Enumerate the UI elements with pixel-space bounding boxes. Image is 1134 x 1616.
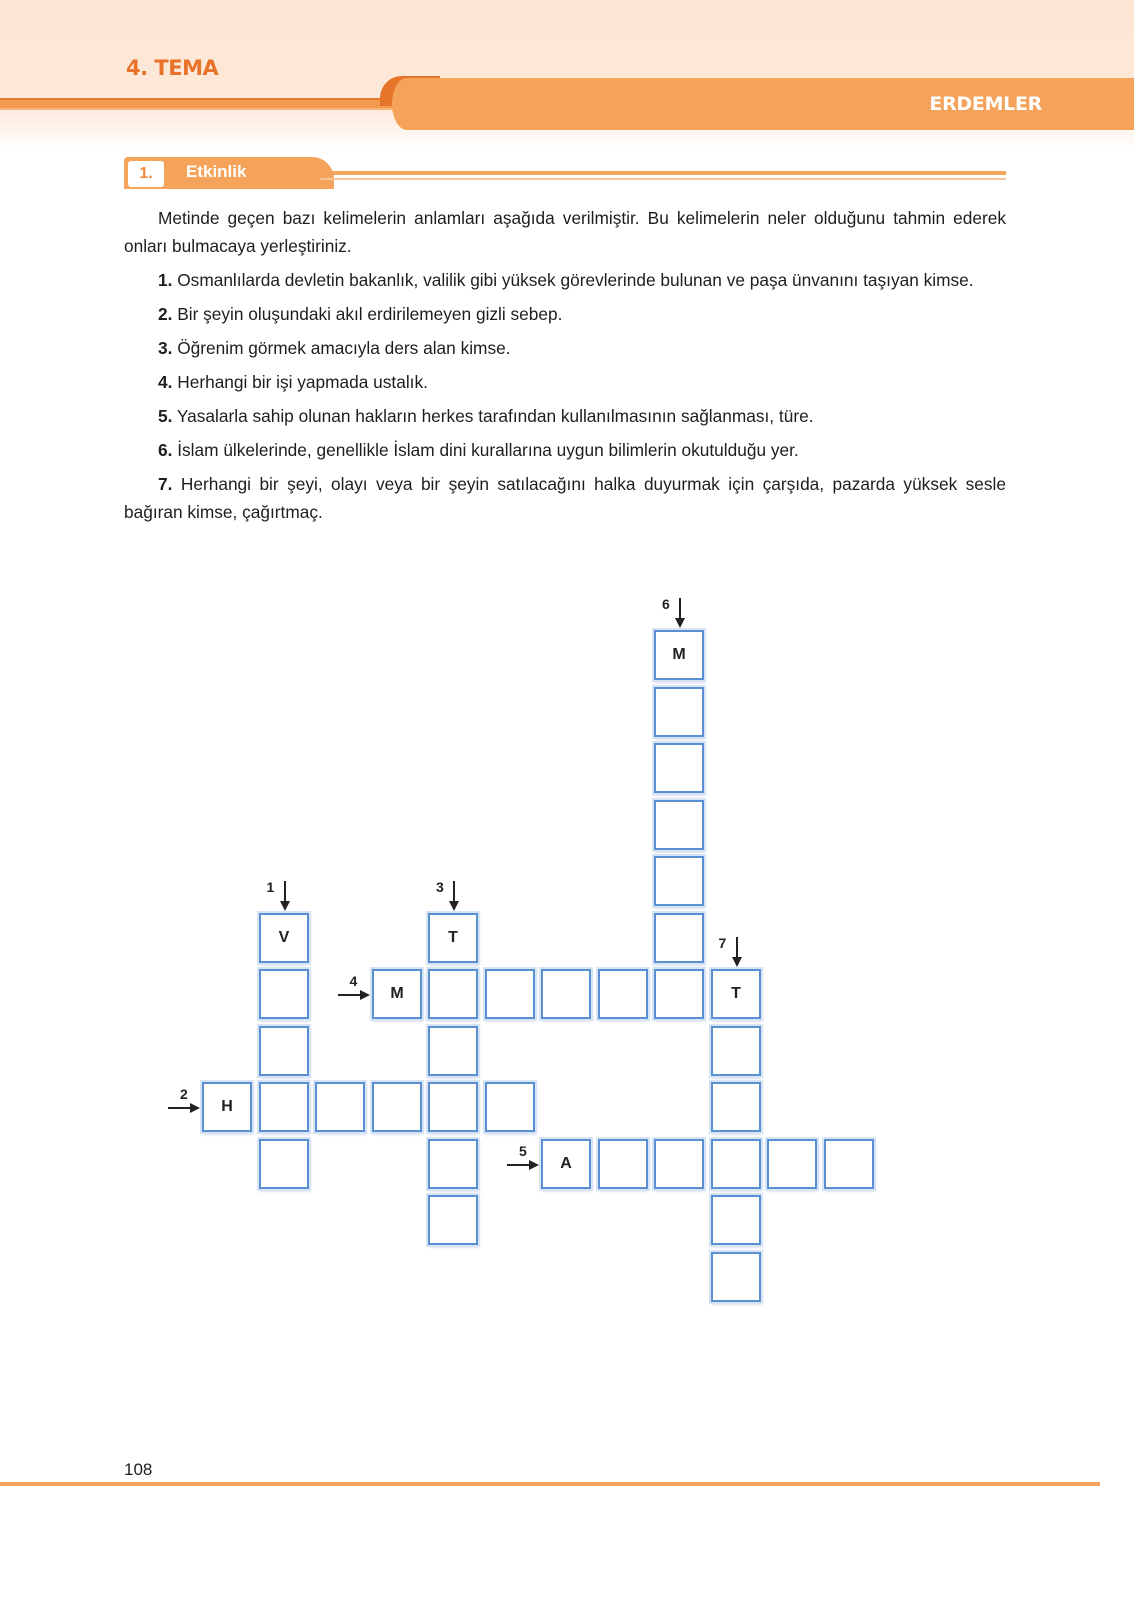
crossword-cell[interactable] bbox=[598, 1139, 648, 1189]
header-rule bbox=[0, 98, 400, 108]
clue-number-label: 5 bbox=[519, 1142, 527, 1159]
clue-1 bbox=[124, 266, 1006, 294]
theme-title: 4. TEMA bbox=[126, 56, 219, 80]
clue-number-label: 4 bbox=[349, 973, 358, 989]
crossword-cell[interactable] bbox=[428, 1139, 478, 1189]
crossword-cell[interactable] bbox=[711, 1195, 761, 1245]
crossword-cell[interactable] bbox=[372, 1082, 422, 1132]
clue-number: 4. bbox=[158, 372, 173, 392]
crossword-cell[interactable] bbox=[259, 1026, 309, 1076]
clue-number-label: 2 bbox=[180, 1086, 188, 1102]
clue-number-label: 7 bbox=[718, 935, 727, 951]
clue-number: 5. bbox=[158, 406, 173, 426]
clue-number: 1. bbox=[158, 270, 173, 290]
activity-text bbox=[124, 204, 1006, 532]
clue-3 bbox=[124, 334, 1006, 362]
clue-7 bbox=[124, 470, 1006, 526]
section-title: ERDEMLER bbox=[929, 93, 1042, 115]
clue-number-label: 6 bbox=[662, 596, 670, 612]
crossword-cell[interactable] bbox=[598, 969, 648, 1019]
footer-rule bbox=[0, 1482, 1100, 1486]
clue-text: Herhangi bir işi yapmada ustalık. bbox=[177, 372, 428, 392]
clue-text: Yasalarla sahip olunan hakların herkes tarafından kullanılmasının sağlanması, türe. bbox=[176, 406, 814, 426]
crossword-cell[interactable] bbox=[541, 969, 591, 1019]
crossword-cell[interactable] bbox=[711, 1139, 761, 1189]
crossword-cell[interactable] bbox=[428, 969, 478, 1019]
clue-number: 6. bbox=[158, 440, 173, 460]
arrow-down-icon bbox=[674, 598, 686, 628]
crossword-cell[interactable] bbox=[654, 743, 704, 793]
crossword-cell[interactable] bbox=[654, 687, 704, 737]
crossword-cell[interactable] bbox=[485, 1082, 535, 1132]
crossword-cell[interactable] bbox=[654, 1139, 704, 1189]
crossword-cell[interactable] bbox=[259, 1082, 309, 1132]
clue-number: 7. bbox=[158, 474, 173, 494]
arrow-down-icon bbox=[448, 881, 460, 911]
arrow-right-icon bbox=[338, 989, 372, 1001]
crossword-cell[interactable] bbox=[711, 1026, 761, 1076]
crossword-cell[interactable] bbox=[767, 1139, 817, 1189]
clue-number-label: 1 bbox=[266, 878, 275, 895]
clue-2 bbox=[124, 300, 1006, 328]
crossword-cell[interactable]: H bbox=[202, 1082, 252, 1132]
crossword-cell[interactable] bbox=[654, 969, 704, 1019]
clue-text: Herhangi bir şeyi, olayı veya bir şeyin satılacağını halka duyurmak için çarşıda, pazarda yüksek sesle bağıran kimse, çağırtmaç. bbox=[124, 474, 1006, 522]
crossword-cell[interactable] bbox=[428, 1195, 478, 1245]
crossword-cell[interactable]: M bbox=[372, 969, 422, 1019]
activity-rule-thin bbox=[320, 178, 1006, 180]
clue-number: 2. bbox=[158, 304, 173, 324]
crossword-cell[interactable]: T bbox=[428, 913, 478, 963]
arrow-right-icon bbox=[168, 1102, 202, 1114]
crossword-cell[interactable] bbox=[654, 856, 704, 906]
clue-text: Öğrenim görmek amacıyla ders alan kimse. bbox=[177, 338, 511, 358]
clue-4 bbox=[124, 368, 1006, 396]
activity-label: Etkinlik bbox=[186, 162, 247, 181]
crossword-cell[interactable] bbox=[711, 1082, 761, 1132]
intro-paragraph: Metinde geçen bazı kelimelerin anlamları aşağıda verilmiştir. Bu kelimelerin neler olduğunu tahmin ederek onları bulmacaya yerleştiriniz. bbox=[124, 208, 1006, 256]
crossword-cell[interactable]: V bbox=[259, 913, 309, 963]
activity-number: 1. bbox=[128, 161, 164, 187]
clue-number: 3. bbox=[158, 338, 173, 358]
crossword-cell[interactable] bbox=[654, 800, 704, 850]
clue-5 bbox=[124, 402, 1006, 430]
crossword-cell[interactable] bbox=[654, 913, 704, 963]
arrow-down-icon bbox=[731, 937, 743, 967]
header-rule-thin bbox=[0, 108, 400, 110]
crossword-cell[interactable] bbox=[485, 969, 535, 1019]
clue-text: Osmanlılarda devletin bakanlık, valilik gibi yüksek görevlerinde bulunan ve paşa ünvanını taşıyan kimse. bbox=[177, 270, 974, 290]
clue-6 bbox=[124, 436, 1006, 464]
clue-text: İslam ülkelerinde, genellikle İslam dini kurallarına uygun bilimlerin okutulduğu yer. bbox=[177, 440, 799, 460]
arrow-right-icon bbox=[507, 1159, 541, 1171]
crossword-cell[interactable] bbox=[428, 1082, 478, 1132]
page-number: 108 bbox=[124, 1460, 153, 1479]
crossword-cell[interactable]: T bbox=[711, 969, 761, 1019]
clue-number-label: 3 bbox=[436, 878, 444, 895]
crossword-cell[interactable]: A bbox=[541, 1139, 591, 1189]
crossword-cell[interactable] bbox=[315, 1082, 365, 1132]
activity-rule bbox=[320, 171, 1006, 175]
clue-text: Bir şeyin oluşundaki akıl erdirilemeyen gizli sebep. bbox=[177, 304, 563, 324]
crossword-cell[interactable] bbox=[824, 1139, 874, 1189]
arrow-down-icon bbox=[279, 881, 291, 911]
crossword-cell[interactable] bbox=[259, 969, 309, 1019]
crossword-cell[interactable] bbox=[428, 1026, 478, 1076]
crossword-cell[interactable] bbox=[259, 1139, 309, 1189]
crossword-cell[interactable]: M bbox=[654, 630, 704, 680]
crossword-cell[interactable] bbox=[711, 1252, 761, 1302]
